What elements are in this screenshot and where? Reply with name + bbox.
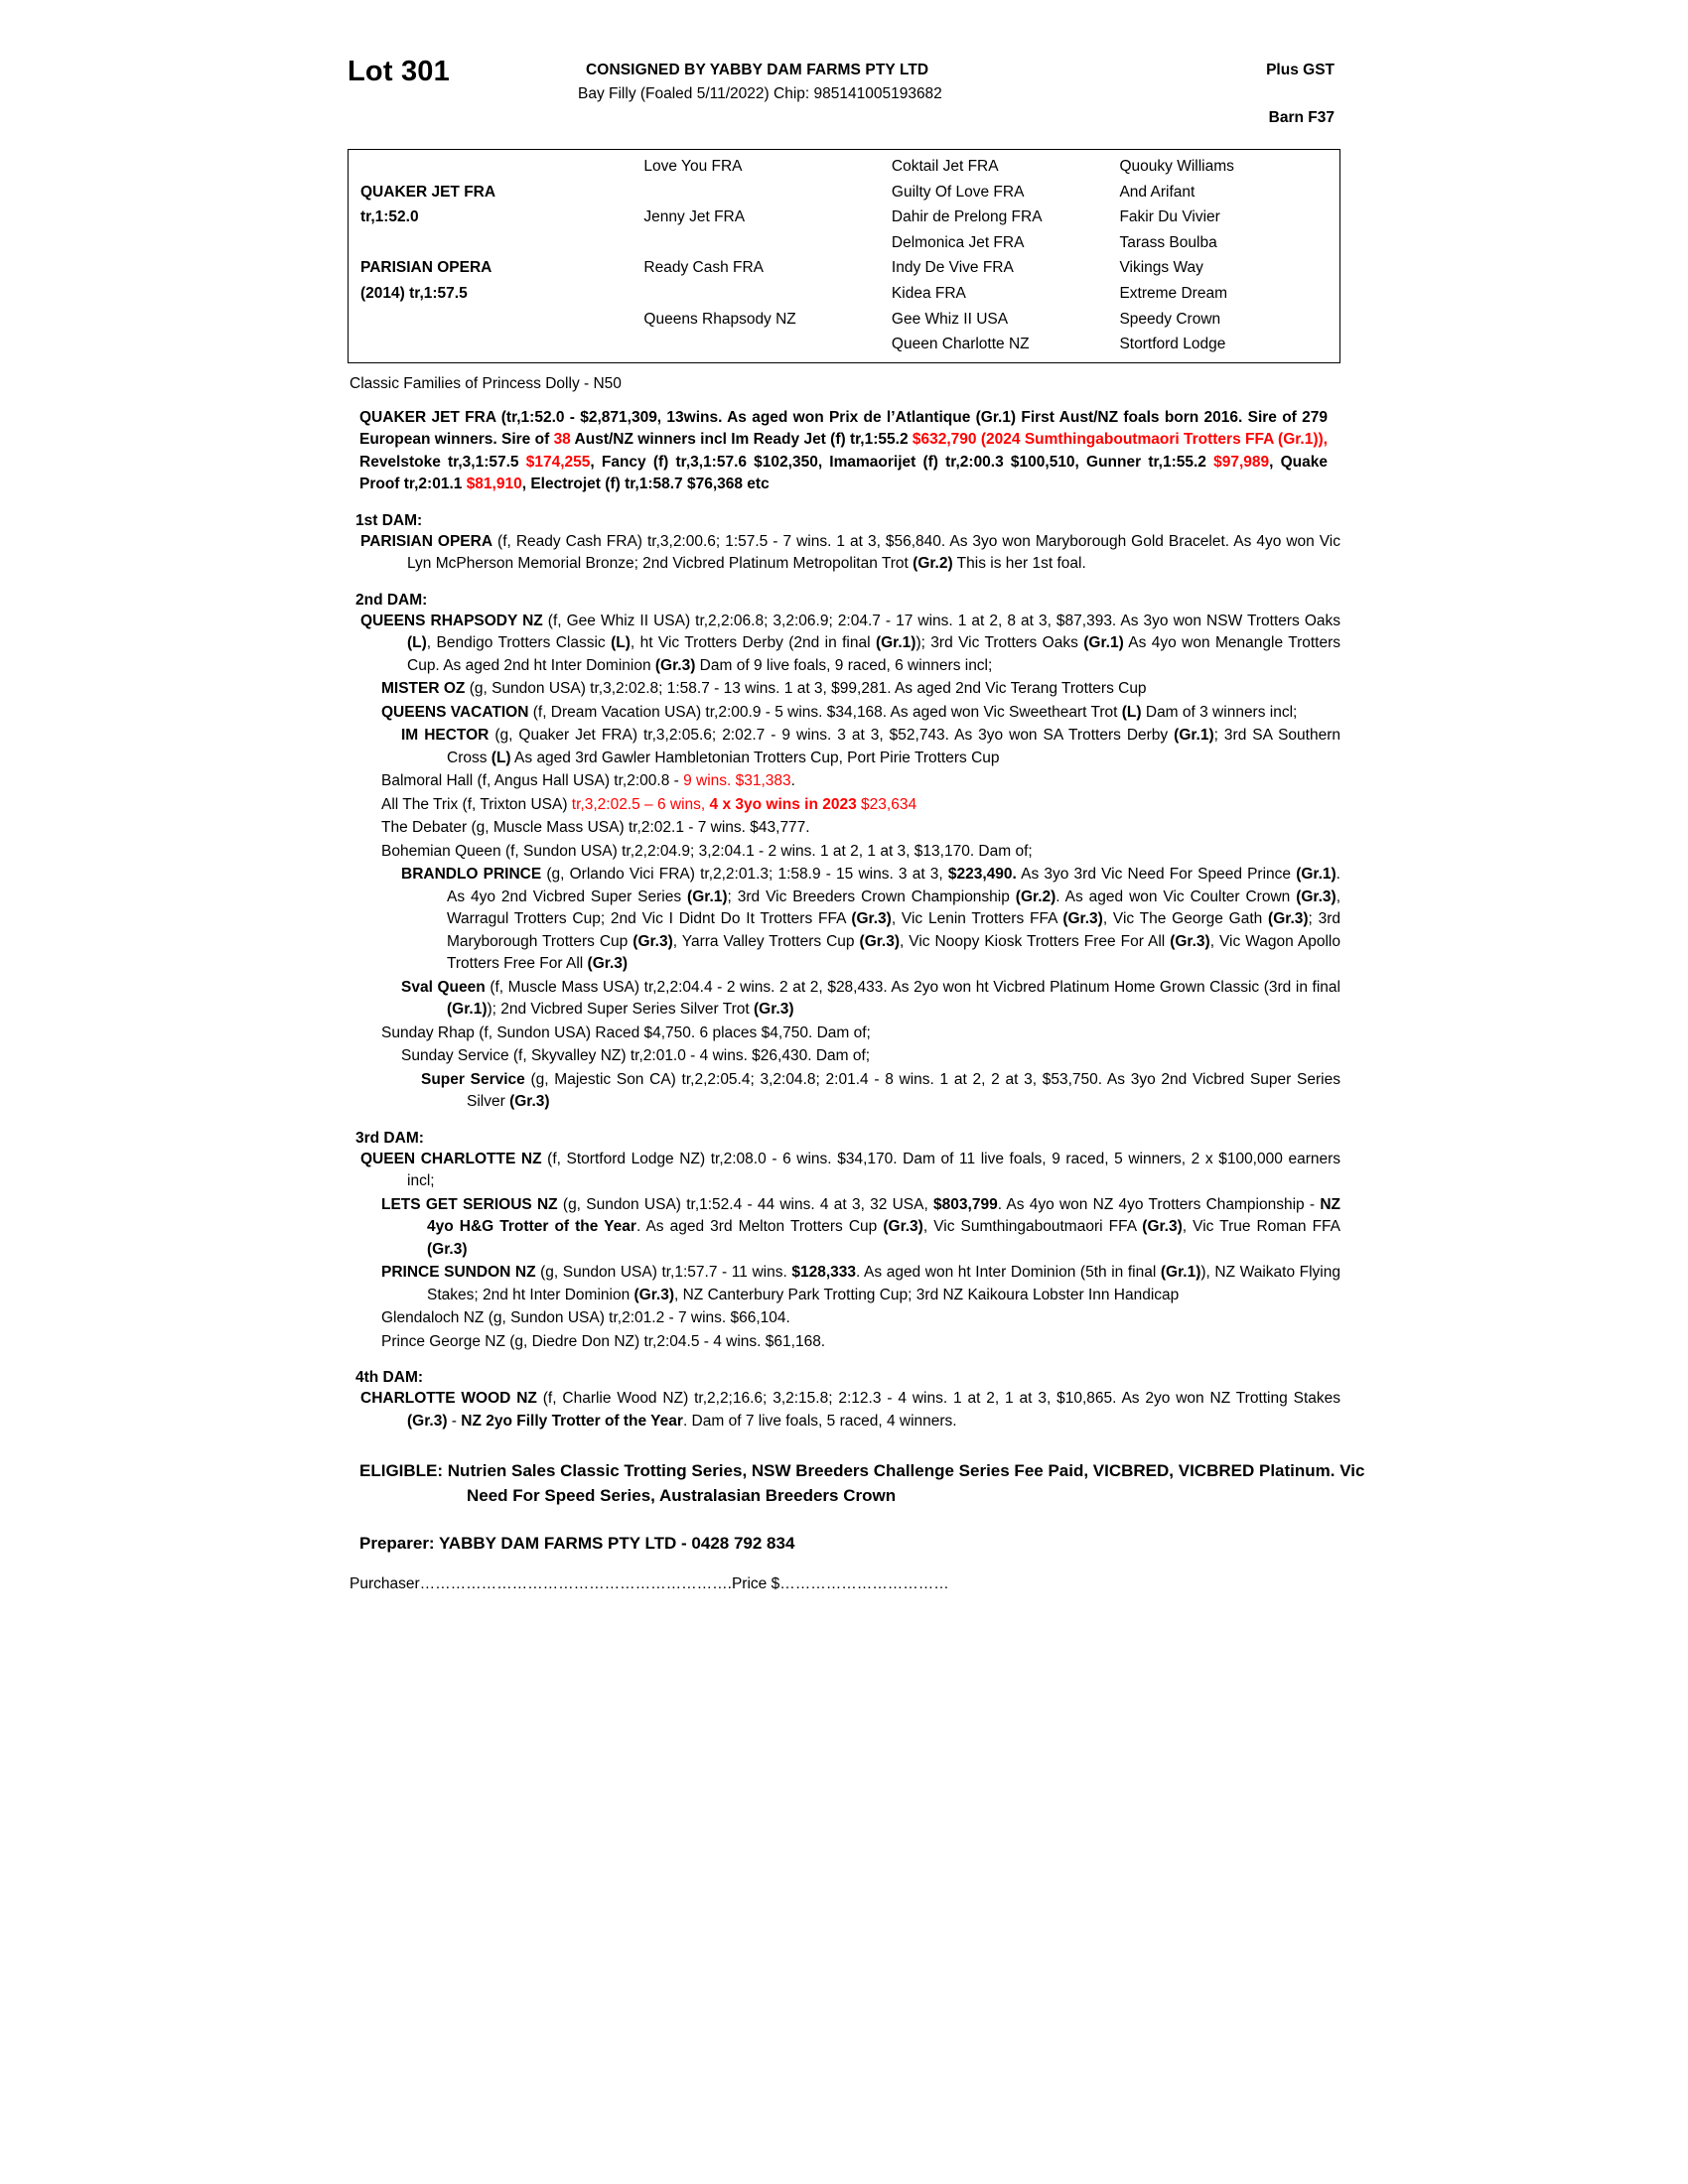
entry-grade: (Gr.3) — [633, 932, 673, 950]
dam-name: PARISIAN OPERA — [360, 259, 492, 277]
spacer — [643, 230, 884, 256]
entry-text: , ht Vic Trotters Derby (2nd in final — [630, 634, 876, 652]
entry-text: - — [447, 1412, 462, 1430]
entry-tail: This is her 1st foal. — [952, 555, 1086, 573]
spacer — [643, 180, 884, 205]
entry-sunday-rhap — [381, 1023, 1340, 1045]
barn-label: Barn F37 — [1268, 109, 1335, 126]
pedigree-cell: And Arifant — [1119, 183, 1196, 201]
entry-text: , Vic True Roman FFA — [1182, 1218, 1341, 1236]
pedigree-cell: Dahir de Prelong FRA — [891, 208, 1043, 226]
pedigree-column-great-grandparents — [884, 150, 1112, 362]
sire-highlight-4: $97,989 — [1213, 453, 1270, 471]
entry-text: (g, Quaker Jet FRA) tr,3,2:05.6; 2:02.7 - 9 wins. 3 at 3, $52,743. As 3yo won SA Trotters Derby — [489, 727, 1175, 745]
sire-highlight-5: $81,910 — [466, 476, 522, 493]
dam-record: (2014) tr,1:57.5 — [360, 284, 468, 302]
pedigree-cell: Guilty Of Love FRA — [891, 183, 1025, 201]
entry-text: (f, Charlie Wood NZ) tr,2,2;16.6; 3,2:15.8; 2:12.3 - 4 wins. 1 at 2, 1 at 3, $10,865. As 2yo won NZ Trotting Stakes — [536, 1390, 1340, 1408]
entry-text: Dam of 9 live foals, 9 raced, 6 winners incl; — [695, 656, 993, 674]
pedigree-cell: Gee Whiz II USA — [891, 310, 1009, 328]
entry-the-debater — [381, 817, 1340, 840]
entry-text: ); 2nd Vicbred Super Series Silver Trot — [487, 1001, 754, 1019]
entry-grade: (Gr.3) — [509, 1093, 550, 1111]
entry-grade: (Gr.3) — [883, 1218, 923, 1236]
entry-grade: (L) — [611, 634, 631, 652]
entry-parisian-opera — [361, 531, 1340, 576]
entry-text: Balmoral Hall (f, Angus Hall USA) tr,2:00.8 - — [381, 772, 684, 790]
entry-grade: (Gr.1) — [1296, 866, 1336, 884]
sire-summary-paragraph — [359, 407, 1328, 496]
entry-grade: (Gr.3) — [587, 955, 629, 973]
entry-name: CHARLOTTE WOOD NZ — [360, 1390, 537, 1408]
entry-bohemian-queen — [381, 841, 1340, 864]
sire-highlight-2: $632,790 (2024 Sumthingaboutmaori Trotters FFA (Gr.1)), — [912, 431, 1328, 449]
entry-name: Super Service — [421, 1070, 525, 1088]
entry-balmoral-hall — [381, 770, 1340, 793]
entry-highlight: 9 wins. $31,383 — [683, 772, 791, 790]
entry-grade: (Gr.3) — [633, 1286, 674, 1303]
entry-text: As 4yo won Menangle Trotters Cup. As aged 2nd ht Inter Dominion — [407, 634, 1341, 674]
entry-text: (f, Stortford Lodge NZ) tr,2:08.0 - 6 wins. $34,170. Dam of 11 live foals, 9 raced, 5 winners, 2 x $100,000 earners incl; — [407, 1150, 1341, 1190]
entry-name: QUEENS RHAPSODY NZ — [360, 612, 543, 629]
entry-text: , Vic Sumthingaboutmaori FFA — [922, 1218, 1143, 1236]
sire-text-3: Revelstoke tr,3,1:57.5 — [359, 453, 526, 471]
entry-queens-rhapsody — [361, 611, 1340, 678]
entry-prince-sundon — [381, 1262, 1340, 1306]
pedigree-cell: Kidea FRA — [891, 284, 966, 302]
pedigree-cell: Stortford Lodge — [1119, 336, 1226, 353]
pedigree-column-parents — [349, 150, 635, 362]
entry-text: ; 3rd SA Southern Cross — [447, 727, 1340, 766]
entry-text: The Debater (g, Muscle Mass USA) tr,2:02.1 - 7 wins. $43,777. — [381, 819, 810, 837]
entry-prince-george — [381, 1331, 1340, 1354]
entry-grade: (Gr.1) — [1174, 727, 1214, 745]
entry-text: Sunday Rhap (f, Sundon USA) Raced $4,750. 6 places $4,750. Dam of; — [381, 1024, 871, 1041]
entry-grade: (Gr.3) — [859, 932, 901, 950]
entry-text: , Vic Wagon Apollo Trotters Free For All — [447, 932, 1340, 973]
pedigree-cell: Coktail Jet FRA — [891, 158, 999, 175]
entry-text: As 3yo 3rd Vic Need For Speed Prince — [1016, 866, 1297, 884]
spacer — [360, 230, 635, 256]
classic-families-line: Classic Families of Princess Dolly - N50 — [350, 374, 622, 392]
entry-grade: (Gr.3) — [407, 1412, 448, 1430]
entry-text: . — [790, 772, 795, 790]
entry-all-the-trix — [381, 794, 1340, 817]
sire-highlight-1: 38 — [553, 431, 571, 449]
entry-highlight: $23,634 — [856, 795, 917, 813]
entry-text: (g, Sundon USA) tr,3,2:02.8; 1:58.7 - 13 wins. 1 at 3, $99,281. As aged 2nd Vic Terang Trotters Cup — [465, 680, 1147, 698]
entry-name: PARISIAN OPERA — [360, 532, 493, 550]
pedigree-cell: Jenny Jet FRA — [643, 208, 746, 226]
entry-grade: (Gr.1) — [875, 634, 916, 652]
entry-text: . As 4yo won NZ 4yo Trotters Championship - — [997, 1195, 1321, 1213]
entry-brandlo-prince — [401, 864, 1340, 976]
page-header — [348, 52, 1340, 143]
entry-grade: (Gr.3) — [851, 910, 892, 928]
sire-text-1: QUAKER JET FRA (tr,1:52.0 - $2,871,309, 13wins. As aged won Prix de l’Atlantique (Gr.1) First Aust/NZ foals born 2016. Sire of 279 European winners. Sire of — [359, 408, 1328, 449]
pedigree-cell: Speedy Crown — [1119, 310, 1221, 328]
horse-description: Bay Filly (Foaled 5/11/2022) Chip: 985141005193682 — [578, 85, 942, 102]
entry-text: ), NZ Waikato Flying Stakes; 2nd ht Inter Dominion — [427, 1264, 1340, 1303]
pedigree-cell: Ready Cash FRA — [643, 259, 765, 277]
entry-name: QUEEN CHARLOTTE NZ — [360, 1150, 542, 1167]
entry-text: (g, Sundon USA) tr,1:57.7 - 11 wins. — [535, 1264, 792, 1282]
sire-text-6: , Electrojet (f) tr,1:58.7 $76,368 etc — [521, 476, 770, 493]
entry-sval-queen — [401, 977, 1340, 1022]
entry-text: (g, Sundon USA) tr,1:52.4 - 44 wins. 4 at 3, 32 USA, — [557, 1195, 934, 1213]
entry-text: , NZ Canterbury Park Trotting Cup; 3rd NZ Kaikoura Lobster Inn Handicap — [674, 1286, 1180, 1303]
entry-highlight-bold: 4 x 3yo wins in 2023 — [709, 795, 857, 813]
sire-text-4: , Fancy (f) tr,3,1:57.6 $102,350, Imamaorijet (f) tr,2:00.3 $100,510, Gunner tr,1:55.2 — [590, 453, 1214, 471]
pedigree-cell: Quouky Williams — [1119, 158, 1234, 175]
entry-text: . Dam of 7 live foals, 5 raced, 4 winners. — [682, 1412, 957, 1430]
entry-highlight: tr,3,2:02.5 – 6 wins, — [571, 795, 710, 813]
third-dam-heading: 3rd DAM: — [355, 1129, 424, 1147]
entry-text: (f, Muscle Mass USA) tr,2,2:04.4 - 2 wins. 2 at 2, $28,433. As 2yo won ht Vicbred Platinum Home Grown Classic (3rd in final — [485, 978, 1340, 996]
entry-grade: (Gr.3) — [1170, 932, 1210, 950]
entry-name: Sval Queen — [401, 978, 486, 996]
entry-name: PRINCE SUNDON NZ — [381, 1264, 536, 1282]
pedigree-cell: Queen Charlotte NZ — [891, 336, 1030, 353]
spacer — [643, 281, 884, 307]
entry-text: (g, Orlando Vici FRA) tr,2,2:01.3; 1:58.9 - 15 wins. 3 at 3, — [541, 866, 948, 884]
pedigree-cell: Queens Rhapsody NZ — [643, 310, 796, 328]
entry-text: , Vic Noopy Kiosk Trotters Free For All — [900, 932, 1171, 950]
entry-queens-vacation — [381, 702, 1340, 725]
entry-text: , Vic Lenin Trotters FFA — [891, 910, 1063, 928]
entry-grade: (L) — [491, 749, 511, 766]
preparer-line: Preparer: YABBY DAM FARMS PTY LTD - 0428 792 834 — [359, 1534, 795, 1554]
entry-text: (f, Gee Whiz II USA) tr,2,2:06.8; 3,2:06.9; 2:04.7 - 17 wins. 1 at 2, 8 at 3, $87,393. As 3yo won NSW Trotters Oaks — [542, 612, 1340, 629]
entry-grade: (Gr.2) — [1015, 887, 1056, 905]
entry-text: . As aged won ht Inter Dominion (5th in final — [856, 1264, 1161, 1282]
entry-name: LETS GET SERIOUS NZ — [381, 1195, 558, 1213]
entry-text: (g, Majestic Son CA) tr,2,2:05.4; 3,2:04.8; 2:01.4 - 8 wins. 1 at 2, 2 at 3, $53,750. As 3yo 2nd Vicbred Super Series Silver — [467, 1070, 1340, 1111]
entry-text: All The Trix (f, Trixton USA) — [381, 795, 572, 813]
entry-text: ; 3rd Maryborough Trotters Cup — [447, 910, 1341, 950]
pedigree-column-grandparents — [635, 150, 884, 362]
entry-text: (f, Ready Cash FRA) tr,3,2:00.6; 1:57.5 - 7 wins. 1 at 3, $56,840. As 3yo won Maryborough Gold Bracelet. As 4yo won Vic Lyn McPherson Memorial Bronze; 2nd Vicbred Platinum Metropolitan Trot — [407, 532, 1341, 573]
entry-super-service — [421, 1069, 1340, 1114]
entry-earnings: $128,333 — [791, 1264, 856, 1282]
entry-text: , Vic The George Gath — [1102, 910, 1269, 928]
entry-grade: (Gr.3) — [754, 1001, 794, 1019]
sire-text-5: , Quake Proof tr,2:01.1 — [359, 453, 1328, 493]
entry-grade: (Gr.2) — [913, 555, 953, 573]
entry-text: , Bendigo Trotters Classic — [426, 634, 612, 652]
fourth-dam-heading: 4th DAM: — [355, 1369, 424, 1387]
entry-text: (f, Dream Vacation USA) tr,2:00.9 - 5 wins. $34,168. As aged won Vic Sweetheart Trot — [528, 703, 1122, 721]
entry-text: As aged 3rd Gawler Hambletonian Trotters Cup, Port Pirie Trotters Cup — [510, 749, 1000, 766]
entry-grade: (Gr.3) — [1296, 887, 1336, 905]
entry-earnings: $803,799 — [933, 1195, 998, 1213]
pedigree-column-fourth-gen — [1111, 150, 1339, 362]
eligible-block: ELIGIBLE: Nutrien Sales Classic Trotting Series, NSW Breeders Challenge Series Fee Paid, VICBRED, VICBRED Platinum. Vic Need For Speed Series, Australasian Breeders Crown — [359, 1461, 1365, 1506]
pedigree-table — [348, 149, 1340, 363]
entry-grade: (Gr.3) — [427, 1240, 468, 1258]
second-dam-heading: 2nd DAM: — [355, 591, 428, 609]
entry-grade: (Gr.1) — [1083, 634, 1124, 652]
sire-text-2: Aust/NZ winners incl Im Ready Jet (f) tr,1:55.2 — [570, 431, 913, 449]
entry-charlotte-wood — [361, 1388, 1340, 1433]
entry-name: QUEENS VACATION — [381, 703, 529, 721]
entry-text: Bohemian Queen (f, Sundon USA) tr,2,2:04.9; 3,2:04.1 - 2 wins. 1 at 2, 1 at 3, $13,170. Dam of; — [381, 842, 1033, 860]
sire-record: tr,1:52.0 — [360, 208, 419, 226]
pedigree-cell: Love You FRA — [643, 158, 743, 175]
entry-grade: (Gr.1) — [1160, 1264, 1201, 1282]
entry-grade: (Gr.3) — [1142, 1218, 1183, 1236]
entry-text: ; 3rd Vic Breeders Crown Championship — [727, 887, 1016, 905]
entry-award: NZ 2yo Filly Trotter of the Year — [461, 1412, 683, 1430]
sire-highlight-3: $174,255 — [525, 453, 591, 471]
spacer — [360, 154, 635, 180]
entry-lets-get-serious — [381, 1194, 1340, 1262]
purchaser-line: Purchaser…………………………………………………….Price $…………………………… — [350, 1575, 949, 1593]
entry-name: MISTER OZ — [381, 680, 466, 698]
pedigree-cell: Extreme Dream — [1119, 284, 1227, 302]
entry-text: Sunday Service (f, Skyvalley NZ) tr,2:01.0 - 4 wins. $26,430. Dam of; — [401, 1047, 871, 1065]
entry-text: . As aged won Vic Coulter Crown — [1055, 887, 1297, 905]
entry-grade: (Gr.3) — [654, 656, 696, 674]
pedigree-cell: Fakir Du Vivier — [1119, 208, 1220, 226]
pedigree-cell: Vikings Way — [1119, 259, 1203, 277]
entry-text: . As aged 3rd Melton Trotters Cup — [635, 1218, 884, 1236]
entry-mister-oz — [381, 678, 1340, 701]
entry-text: . As 4yo 2nd Vicbred Super Series — [447, 866, 1340, 905]
entry-grade: (Gr.3) — [1062, 910, 1103, 928]
entry-glendaloch — [381, 1307, 1340, 1330]
entry-award: NZ 4yo H&G Trotter of the Year — [427, 1195, 1340, 1236]
entry-grade: (Gr.3) — [1268, 910, 1309, 928]
entry-text: Glendaloch NZ (g, Sundon USA) tr,2:01.2 - 7 wins. $66,104. — [381, 1309, 790, 1327]
pedigree-cell: Indy De Vive FRA — [891, 259, 1014, 277]
lot-number: Lot 301 — [348, 56, 450, 87]
plus-gst-label: Plus GST — [1266, 62, 1335, 78]
pedigree-cell: Delmonica Jet FRA — [891, 233, 1025, 251]
entry-grade: (Gr.1) — [447, 1001, 488, 1019]
first-dam-heading: 1st DAM: — [355, 511, 423, 529]
entry-grade: (L) — [407, 634, 427, 652]
entry-sunday-service — [401, 1045, 1340, 1068]
entry-grade: (L) — [1121, 703, 1142, 721]
entry-grade: (Gr.1) — [687, 887, 728, 905]
pedigree-cell: Tarass Boulba — [1119, 233, 1217, 251]
entry-text: Prince George NZ (g, Diedre Don NZ) tr,2:04.5 - 4 wins. $61,168. — [381, 1332, 826, 1350]
entry-text: , Warragul Trotters Cup; 2nd Vic I Didnt Do It Trotters FFA — [447, 887, 1340, 928]
entry-earnings: $223,490. — [947, 866, 1017, 884]
entry-name: BRANDLO PRINCE — [401, 866, 542, 884]
page-content — [348, 52, 1365, 1593]
entry-im-hector — [401, 725, 1340, 769]
entry-text: ); 3rd Vic Trotters Oaks — [915, 634, 1084, 652]
entry-text: Dam of 3 winners incl; — [1141, 703, 1298, 721]
consignor-line: CONSIGNED BY YABBY DAM FARMS PTY LTD — [586, 62, 929, 78]
entry-text: , Yarra Valley Trotters Cup — [672, 932, 860, 950]
entry-name: IM HECTOR — [401, 727, 490, 745]
sire-name: QUAKER JET FRA — [360, 183, 496, 201]
entry-queen-charlotte — [361, 1149, 1340, 1193]
